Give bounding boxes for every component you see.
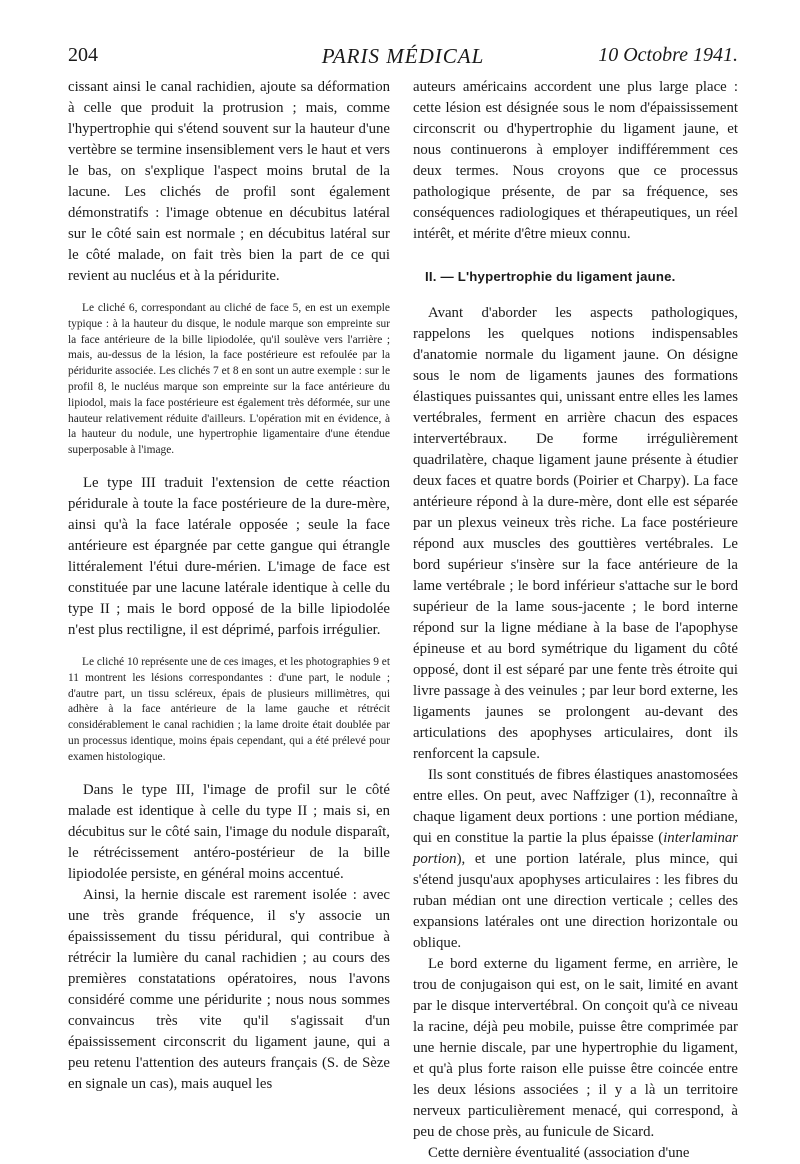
paragraph: Le type III traduit l'extension de cette réaction péridurale à toute la face postérieure de la dure-mère, ainsi qu'à la face latérale opposée ; seule la face antérieure est épargnée par cette gangue qui étrangle littéralement l'étui dure-mérien. L'image de face est constituée par une lacune latérale identique à celle du type II ; mais le bord opposé de la bille lipiodolée n'est plus rectiligne, il est déprimé, parfois irrégulier. [68,474,390,638]
paragraph: Ainsi, la hernie discale est rarement isolée : avec une très grande fréquence, il s'y associe un épaississement du tissu péridural, qui contribue à rétrécir la lumière du canal rachidien ; au cours des premières constatations opératoires, nous l'avons considéré comme une péridurite ; nous nous sommes convaincus très vite qu'il s'agissait d'un épaississement circonscrit du ligament jaune, qui a peu retenu l'attention des auteurs français (S. de Sèze en signale un cas), mais auquel les [68,886,390,1092]
paragraph: cissant ainsi le canal rachidien, ajoute sa déformation à celle que produit la protrusion ; mais, comme l'hypertrophie qui s'étend souvent sur la hauteur d'une vertèbre se termine insensiblement vers le haut et vers le bas, on s'explique l'aspect moins brutal de la lacune. Les clichés de profil sont également démonstratifs : l'image obtenue en décubitus latéral sur le côté sain est normale ; en décubitus latéral sur le côté malade, on fait très bien la part de ce qui revient au nucléus et à la péridurite. [68,79,390,284]
right-column [413,77,738,1164]
paragraph: Cette dernière éventualité (association d'une [428,1145,690,1161]
italic-term: interlaminar portion [413,830,738,867]
figure-note: Le cliché 6, correspondant au cliché de face 5, en est un exemple typique : à la hauteur du disque, le nodule marque son empreinte sur la face antérieure de la bille lipiodolée, qu'il soulève vers l'arrière ; mais, au-dessus de la lésion, la face postérieure est refoulée par la péridurite associée. Les clichés 7 et 8 en sont un autre exemple : sur le profil 8, le nucléus marque son empreinte sur la face antérieure du lipiodol, mais la face postérieure est également très déformée, sur une hauteur relativement réduite d'ailleurs. L'opération mit en évidence, à la hauteur du nodule, une hypertrophie ligamentaire d'une étendue superposable à l'image. [68,302,390,457]
section-heading: II. — L'hypertrophie du ligament jaune. [425,269,676,284]
paragraph: Avant d'aborder les aspects pathologiques, rappelons les quelques notions indispensables d'anatomie normale du ligament jaune. On désigne sous le nom de ligaments jaunes des formations élastiques puissantes qui, unissant entre elles les lames vertébrales, ferment en arrière chacun des espaces intervertébraux. De forme irrégulièrement quadrilatère, chaque ligament jaune présente à étudier deux faces et quatre bords (Poirier et Charpy). La face antérieure répond à la dure-mère, dont elle est séparée par un plexus veineux très riche. La face postérieure répond aux muscles des gouttières vertébrales. Le bord supérieur s'insère sur la face antérieure de la lame vertébrale ; le bord inférieur s'attache sur le bord supérieur de la lame sous-jacente ; le bord interne répond sur la ligne médiane à la base de l'apophyse épineuse et au bord symétrique du ligament du côté opposé, dont il est séparé par une fente très étroite qui livre passage à des veinules ; par leur bord externe, les ligaments jaunes se prolongent au-devant des articulations des apophyses articulaires, dont ils renforcent la capsule. [413,305,738,762]
paragraph-text: ), et une portion latérale, plus mince, qui s'étend jusqu'aux apophyses articulaires : les fibres du ruban médian ont une direction verticale ; celles des expansions latérales ont une direction horizontale ou oblique. [413,851,738,951]
left-column [68,77,390,1095]
paragraph-text: Ils sont constitués de fibres élastiques anastomosées entre elles. On peut, avec Naffziger (1), reconnaître à chaque ligament deux portions : une portion médiane, qui en constitue la partie la plus épaisse ( [413,767,738,846]
figure-note: Le cliché 10 représente une de ces images, et les photographies 9 et 11 montrent les lésions correspondantes : d'une part, le nodule ; d'autre part, un tissu scléreux, épais de plusieurs millimètres, qui adhère à la face antérieure de la lame gauche et rétrécit considérablement le canal rachidien ; la lame droite était doublée par un processus identique, moins épais cependant, qui a été prélevé pour examen histologique. [68,655,390,763]
issue-date: 10 Octobre 1941. [598,44,738,66]
page-number: 204 [68,44,98,66]
paragraph [413,765,738,954]
journal-title: PARIS MÉDICAL [321,44,485,68]
paragraph: Le bord externe du ligament ferme, en arrière, le trou de conjugaison qui est, on le sait, limité en avant par le disque intervertébral. On conçoit qu'à ce niveau la racine, déjà peu mobile, puisse être comprimée par une hernie discale, par une hypertrophie du ligament, et qu'à plus forte raison elle puisse être coincée entre les deux lésions associées ; il y a là un territoire nerveux particulièrement menacé, qui correspond, à peu de chose près, au funicule de Sicard. [413,956,738,1140]
running-header [68,44,738,72]
paragraph: Dans le type III, l'image de profil sur le côté malade est identique à celle du type II ; mais si, en décubitus sur le côté sain, l'image du nodule disparaît, le rétrécissement antéro-postérieur de la bille lipiodolée persiste, en général moins accentué. [68,781,390,882]
paragraph: auteurs américains accordent une plus large place : cette lésion est désignée sous le nom d'épaississement circonscrit ou d'hypertrophie du ligament jaune, et nous continuerons à employer indifféremment ces deux termes. Nous croyons que ce processus pathologique présente, de par sa fréquence, ses conséquences radiologiques et thérapeutiques, un réel intérêt, et mérite d'être mieux connu. [413,79,738,242]
